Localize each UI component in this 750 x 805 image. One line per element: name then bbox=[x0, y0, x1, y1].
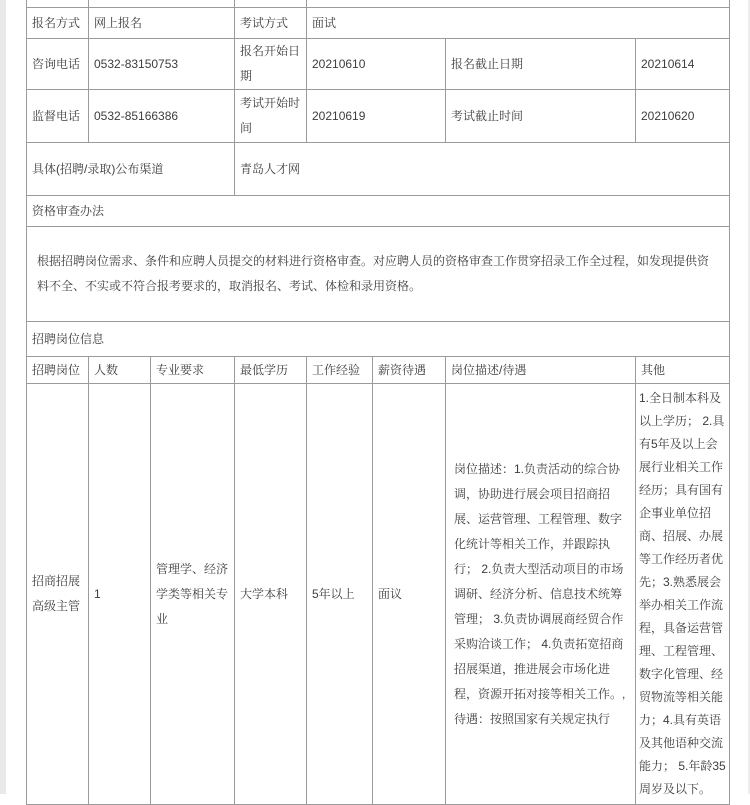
cell-other: 1.全日制本科及以上学历； 2.具有5年及以上会展行业相关工作经历；具有国有企事业单位招商、招展、办展等工作经历者优先；3.熟悉展会举办相关工作流程，具备运营管理、工程管理、数字化管理、经贸物流等相关能力；4.具有英语及其他语种交流能力； 5.年龄35周岁及以下。 bbox=[636, 384, 730, 805]
row-qualification-body bbox=[27, 227, 730, 322]
qualification-section-title: 资格审查办法 bbox=[27, 196, 730, 227]
row-positions-title bbox=[27, 322, 730, 357]
cell-experience: 5年以上 bbox=[307, 384, 373, 805]
exam-end-time-label: 考试截止时间 bbox=[446, 90, 636, 143]
clipped-cell bbox=[235, 0, 307, 8]
exam-start-time-value: 20210619 bbox=[307, 90, 446, 143]
exam-method-label: 考试方式 bbox=[235, 8, 307, 39]
exam-end-time-value: 20210620 bbox=[636, 90, 730, 143]
header-count: 人数 bbox=[89, 357, 151, 384]
header-description: 岗位描述/待遇 bbox=[446, 357, 636, 384]
clipped-cell bbox=[307, 0, 730, 8]
supervise-phone-value: 0532-85166386 bbox=[89, 90, 235, 143]
signup-start-date-value: 20210610 bbox=[307, 39, 446, 90]
publish-channel-value: 青岛人才网 bbox=[235, 143, 730, 196]
signup-end-date-value: 20210614 bbox=[636, 39, 730, 90]
exam-start-time-label: 考试开始时间 bbox=[235, 90, 307, 143]
header-education: 最低学历 bbox=[235, 357, 307, 384]
header-other: 其他 bbox=[636, 357, 730, 384]
position-data-row bbox=[27, 384, 730, 805]
row-registration-method bbox=[27, 8, 730, 39]
positions-section-title: 招聘岗位信息 bbox=[27, 322, 730, 357]
publish-channel-label: 具体(招聘/录取)公布渠道 bbox=[27, 143, 235, 196]
cell-salary: 面议 bbox=[373, 384, 446, 805]
clipped-cell bbox=[89, 0, 235, 8]
consult-phone-label: 咨询电话 bbox=[27, 39, 89, 90]
cell-position-name: 招商招展高级主管 bbox=[27, 384, 89, 805]
cell-education: 大学本科 bbox=[235, 384, 307, 805]
signup-start-date-label: 报名开始日期 bbox=[235, 39, 307, 90]
registration-method-value: 网上报名 bbox=[89, 8, 235, 39]
clipped-top-row bbox=[27, 0, 730, 8]
cell-count: 1 bbox=[89, 384, 151, 805]
header-experience: 工作经验 bbox=[307, 357, 373, 384]
signup-end-date-label: 报名截止日期 bbox=[446, 39, 636, 90]
row-publish-channel bbox=[27, 143, 730, 196]
qualification-body-text: 根据招聘岗位需求、条件和应聘人员提交的材料进行资格审查。对应聘人员的资格审查工作贯穿招录工作全过程，如发现提供资料不全、不实或不符合报考要求的，取消报名、考试、体检和录用资格。 bbox=[27, 227, 730, 322]
positions-header-row bbox=[27, 357, 730, 384]
clipped-cell bbox=[27, 0, 89, 8]
recruitment-document-table bbox=[26, 0, 730, 805]
row-supervise-phone bbox=[27, 90, 730, 143]
header-position: 招聘岗位 bbox=[27, 357, 89, 384]
header-major: 专业要求 bbox=[151, 357, 235, 384]
header-salary: 薪资待遇 bbox=[373, 357, 446, 384]
row-consult-phone bbox=[27, 39, 730, 90]
row-qualification-title bbox=[27, 196, 730, 227]
cell-description: 岗位描述：1.负责活动的综合协调，协助进行展会项目招商招展、运营管理、工程管理、数字化统计等相关工作，并跟踪执行； 2.负责大型活动项目的市场调研、经济分析、信息技术统筹管理； 3.负责协调展商经贸合作采购洽谈工作； 4.负责拓宽招商招展渠道，推进展会市场化进程，资源开拓对接等相关工作。,待遇：按照国家有关规定执行 bbox=[446, 384, 636, 805]
exam-method-value: 面试 bbox=[307, 8, 730, 39]
registration-method-label: 报名方式 bbox=[27, 8, 89, 39]
cell-major: 管理学、经济学类等相关专业 bbox=[151, 384, 235, 805]
consult-phone-value: 0532-83150753 bbox=[89, 39, 235, 90]
supervise-phone-label: 监督电话 bbox=[27, 90, 89, 143]
page-edge-strip-left bbox=[0, 0, 6, 794]
